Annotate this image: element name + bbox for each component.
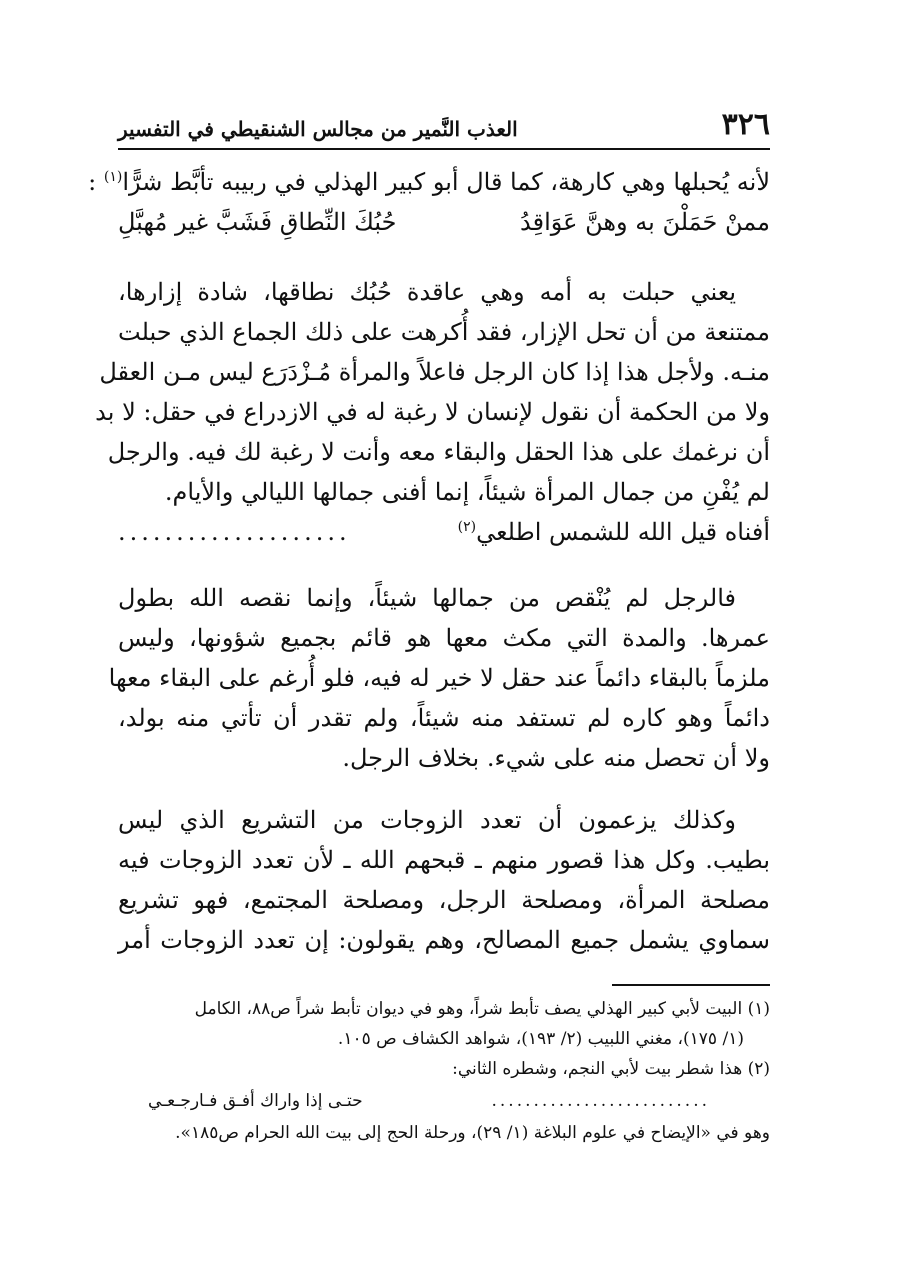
text-line: منـه. ولأجل هذا إذا كان الرجل فاعلاً والمرأة مُـزْدَرَع ليس مـن العقل bbox=[99, 358, 770, 386]
poetry-verse-1 bbox=[118, 202, 770, 242]
main-text bbox=[88, 162, 770, 242]
paragraph-1 bbox=[95, 272, 770, 552]
footnote-2-source: وهو في «الإيضاح في علوم البلاغة (١/ ٢٩)، ورحلة الحج إلى بيت الله الحرام ص١٨٥». bbox=[175, 1123, 770, 1143]
text-line: مصلحة المرأة، ومصلحة الرجل، ومصلحة المجتمع، فهو تشريع bbox=[118, 886, 770, 914]
footnotes bbox=[118, 994, 770, 1148]
text-line: لأنه يُحبلها وهي كارهة، كما قال أبو كبير الهذلي في ربيبه تأبَّط شرًّا$^{(١)}$ : bbox=[88, 168, 770, 196]
paragraph-3 bbox=[118, 800, 770, 960]
page-number: ٣٢٦ bbox=[721, 107, 770, 142]
text-line: أن نرغمك على هذا الحقل والبقاء معه وأنت لا رغبة لك فيه. والرجل bbox=[107, 438, 770, 466]
text-line: ملزماً بالبقاء دائماً عند حقل لا خير له فيه، فلو أُرغم على البقاء معها bbox=[108, 664, 770, 692]
verse-omitted-hemistich: .................... bbox=[118, 518, 351, 546]
text-line: دائماً وهو كاره لم تستفد منه شيئاً، ولم تقدر أن تأتي منه بولد، bbox=[118, 704, 770, 732]
verse-second-hemistich: حتـى إذا واراك أفـق فـارجـعـي bbox=[148, 1091, 363, 1111]
text-line: لم يُفْنِ من جمال المرأة شيئاً، إنما أفنى جمالها الليالي والأيام. bbox=[164, 478, 770, 506]
page-header bbox=[118, 104, 770, 150]
text-line: عمرها. والمدة التي مكث معها هو قائم بجميع شؤونها، وليس bbox=[118, 624, 770, 652]
text-line: ولا أن تحصل منه على شيء. بخلاف الرجل. bbox=[342, 744, 770, 772]
verse-omitted-hemistich: .......................... bbox=[491, 1091, 710, 1111]
footnote-separator bbox=[612, 984, 770, 986]
running-title: العذب النَّمير من مجالس الشنقيطي في التفسير bbox=[118, 117, 518, 141]
text-line: بطيب. وكل هذا قصور منهم ـ قبحهم الله ـ لأن تعدد الزوجات فيه bbox=[118, 846, 770, 874]
text-line: ممتنعة من أن تحل الإزار، فقد أُكرهت على ذلك الجماع الذي حبلت bbox=[118, 318, 770, 346]
paragraph-2 bbox=[108, 578, 770, 778]
verse-first-hemistich: أفناه قيل الله للشمس اطلعي$^{(٢)}$ bbox=[457, 518, 770, 546]
footnote-2: (٢) هذا شطر بيت لأبي النجم، وشطره الثاني: bbox=[452, 1059, 770, 1079]
text-line: يعني حبلت به أمه وهي عاقدة حُبُك نطاقها، شادة إزارها، bbox=[118, 278, 736, 306]
footnote-1: (١) البيت لأبي كبير الهذلي يصف تأبط شراً، وهو في ديوان تأبط شراً ص٨٨، الكامل bbox=[194, 999, 770, 1019]
footnote-ref-1: (١) bbox=[103, 169, 123, 185]
text-line: وكذلك يزعمون أن تعدد الزوجات من التشريع الذي ليس bbox=[118, 806, 736, 834]
footnote-2-verse bbox=[118, 1084, 770, 1118]
text-line: فالرجل لم يُنْقص من جمالها شيئاً، وإنما نقصه الله بطول bbox=[118, 584, 736, 612]
verse-first-hemistich: ممنْ حَمَلْنَ به وهنَّ عَوَاقِدُ bbox=[520, 208, 770, 236]
footnote-1-continuation: (١/ ١٧٥)، مغني اللبيب (٢/ ١٩٣)، شواهد الكشاف ص ١٠٥. bbox=[337, 1029, 744, 1049]
poetry-verse-2 bbox=[118, 512, 770, 552]
text-line: سماوي يشمل جميع المصالح، وهم يقولون: إن تعدد الزوجات أمر bbox=[118, 926, 770, 954]
verse-second-hemistich: حُبُكَ النِّطاقِ فَشَبَّ غير مُهبَّلِ bbox=[118, 208, 397, 236]
text-line: ولا من الحكمة أن نقول لإنسان لا رغبة له في الازدراع في حقل: لا بد bbox=[95, 398, 770, 426]
footnote-ref-2: (٢) bbox=[457, 519, 477, 535]
